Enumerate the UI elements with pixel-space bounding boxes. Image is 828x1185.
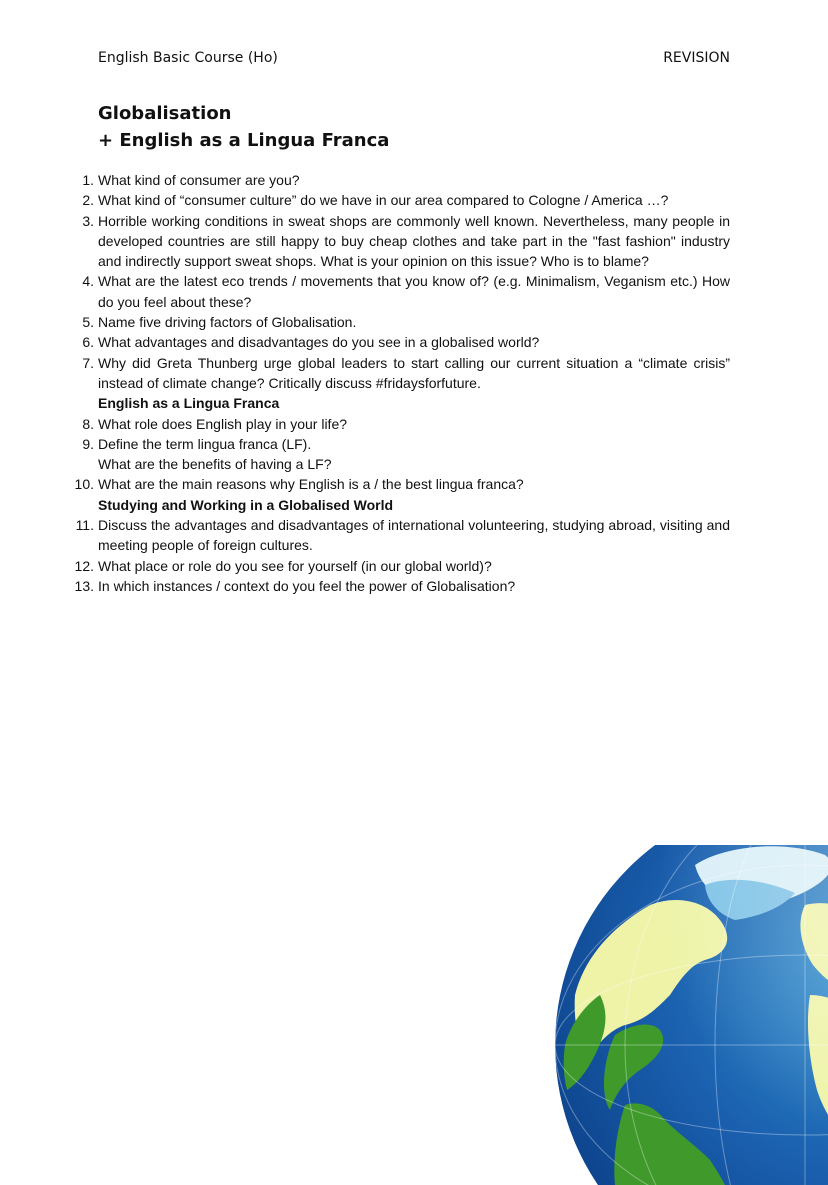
item-number: 1. [82, 172, 94, 188]
item-number: 7. [82, 354, 94, 371]
item-text: What kind of consumer are you? [98, 172, 300, 188]
item-text: What kind of “consumer culture” do we have in our area compared to Cologne / America …? [98, 192, 669, 209]
section-heading-lingua-franca: English as a Lingua Franca [98, 395, 280, 412]
item-number: 5. [82, 314, 94, 331]
item-text: Define the term lingua franca (LF). [98, 435, 312, 452]
list-item [70, 170, 730, 190]
item-number: 2. [82, 192, 94, 209]
list-item [70, 414, 730, 434]
item-number: 11. [75, 517, 94, 534]
list-item [70, 556, 730, 576]
list-item [70, 474, 730, 494]
list-item [70, 312, 730, 332]
list-item [70, 211, 730, 272]
item-number: 3. [82, 212, 94, 229]
section-heading-studying: Studying and Working in a Globalised World [98, 496, 394, 513]
item-text: Horrible working conditions in sweat shops are commonly well known. Nevertheless, many people in developed countries are still happy to buy cheap clothes and take part in the "fast fashion" industry and indirectly support sweat shops. What is your opinion on this issue? Who is to blame? [98, 212, 730, 270]
item-text: Discuss the advantages and disadvantages of international volunteering, studying abroad, visiting and meeting people of foreign cultures. [98, 517, 730, 554]
item-text: What advantages and disadvantages do you see in a globalised world? [98, 334, 540, 351]
item-text: What are the latest eco trends / movements that you know of? (e.g. Minimalism, Veganism etc.) How do you feel about these? [98, 273, 730, 310]
item-number: 12. [74, 557, 94, 574]
item-number: 4. [82, 273, 94, 290]
title-line-2: + English as a Lingua Franca [98, 130, 390, 151]
page-title [98, 100, 389, 154]
course-name: English Basic Course (Ho) [98, 50, 278, 66]
item-number: 13. [74, 577, 94, 594]
item-text: What are the main reasons why English is a / the best lingua franca? [98, 476, 524, 493]
list-item [70, 353, 730, 394]
list-item [70, 332, 730, 352]
item-text: In which instances / context do you feel the power of Globalisation? [98, 577, 516, 594]
list-item [70, 271, 730, 312]
title-line-1: Globalisation [98, 103, 232, 124]
item-text: Name five driving factors of Globalisation. [98, 314, 357, 331]
item-text: Why did Greta Thunberg urge global leaders to start calling our current situation a “climate crisis” instead of climate change? Critically discuss #fridaysforfuture. [98, 354, 730, 391]
list-item [70, 515, 730, 556]
list-item [70, 434, 730, 475]
list-item [70, 190, 730, 210]
page-header [98, 50, 730, 70]
globe-illustration [555, 845, 828, 1185]
item-text: What place or role do you see for yourself (in our global world)? [98, 557, 492, 574]
list-item [70, 576, 730, 596]
question-list [70, 170, 730, 596]
item-number: 9. [82, 435, 94, 452]
item-text-continued: What are the benefits of having a LF? [98, 456, 332, 473]
item-number: 6. [82, 334, 94, 351]
item-text: What role does English play in your life? [98, 415, 348, 432]
item-number: 10. [74, 476, 94, 493]
item-number: 8. [82, 415, 94, 432]
revision-label: REVISION [663, 50, 730, 66]
